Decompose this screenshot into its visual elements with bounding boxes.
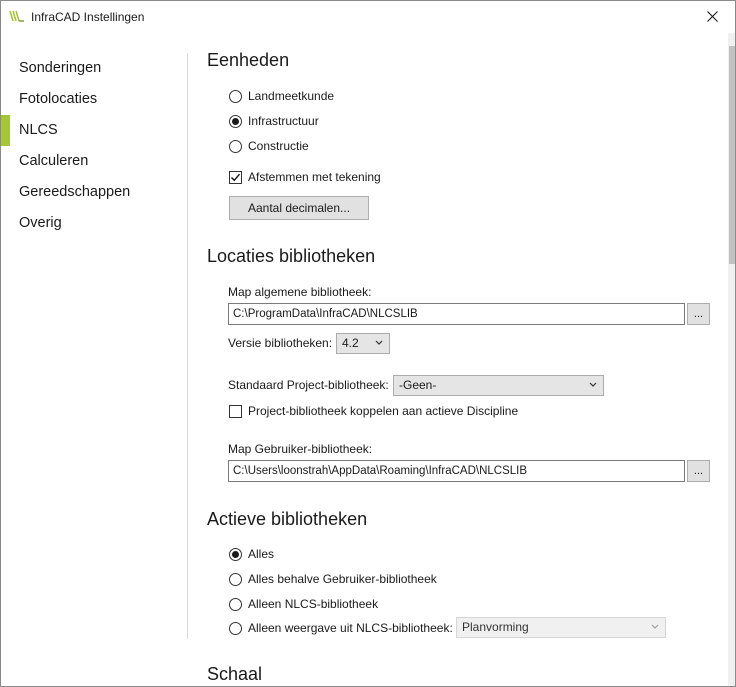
radio-label: Alles: [248, 547, 275, 561]
map-gebruiker-browse-button[interactable]: ...: [687, 460, 710, 482]
radio-indicator: [229, 90, 242, 103]
map-gebruiker-field[interactable]: C:\Users\loonstrah\AppData\Roaming\InfraCAD\NLCSLIB: [228, 460, 685, 482]
schaal-heading: Schaal: [207, 664, 263, 684]
map-algemeen-label: Map algemene bibliotheek:: [228, 285, 372, 299]
radio-indicator: [229, 622, 242, 635]
vertical-scrollbar[interactable]: [728, 33, 736, 687]
actieve-heading: Actieve bibliotheken: [207, 509, 368, 529]
chevron-down-icon: [375, 340, 383, 346]
radio-label: Alleen NLCS-bibliotheek: [248, 597, 379, 611]
select-value: -Geen-: [399, 378, 437, 392]
locaties-heading: Locaties bibliotheken: [207, 246, 376, 266]
settings-content: [188, 33, 728, 687]
sidebar-item-label: NLCS: [19, 122, 58, 138]
radio-indicator: [229, 573, 242, 586]
close-button[interactable]: [689, 1, 735, 31]
checkbox-label: Afstemmen met tekening: [248, 170, 381, 184]
koppelen-checkbox[interactable]: [229, 404, 518, 418]
radio-indicator: [229, 115, 242, 128]
sidebar-item-label: Calculeren: [19, 153, 89, 169]
radio-alles[interactable]: [229, 547, 274, 561]
sidebar-item-nlcs[interactable]: [1, 115, 187, 146]
radio-alleen-weergave[interactable]: [229, 621, 453, 635]
sidebar: [1, 53, 187, 239]
radio-indicator: [229, 598, 242, 611]
aantal-decimalen-button[interactable]: Aantal decimalen...: [229, 196, 369, 220]
infracad-logo-icon: [9, 9, 25, 23]
sidebar-item-gereedschappen[interactable]: [1, 177, 187, 208]
project-bibliotheek-select[interactable]: [393, 375, 604, 396]
radio-indicator: [229, 140, 242, 153]
chevron-down-icon: [651, 624, 659, 630]
chevron-down-icon: [589, 382, 597, 388]
select-value: 4.2: [342, 336, 359, 350]
radio-infrastructuur[interactable]: [229, 114, 319, 128]
radio-alleen-nlcs[interactable]: [229, 597, 378, 611]
sidebar-item-overig[interactable]: [1, 208, 187, 239]
radio-label: Landmeetkunde: [248, 89, 335, 103]
sidebar-item-label: Gereedschappen: [19, 184, 131, 200]
sidebar-item-fotolocaties[interactable]: [1, 84, 187, 115]
scrollbar-thumb[interactable]: [729, 46, 735, 264]
title-bar: [1, 1, 735, 33]
afstemmen-checkbox[interactable]: [229, 170, 381, 184]
map-algemeen-field[interactable]: C:\ProgramData\InfraCAD\NLCSLIB: [228, 303, 685, 325]
checkbox-indicator: [229, 405, 242, 418]
radio-indicator: [229, 548, 242, 561]
radio-alles-behalve-gebruiker[interactable]: [229, 572, 437, 586]
sidebar-item-label: Sonderingen: [19, 60, 102, 76]
versie-select[interactable]: [336, 333, 390, 354]
sidebar-item-sonderingen[interactable]: [1, 53, 187, 84]
close-icon: [707, 11, 718, 22]
select-value: Planvorming: [462, 620, 529, 634]
checkbox-indicator: [229, 171, 242, 184]
checkmark-icon: [230, 172, 241, 183]
sidebar-item-label: Overig: [19, 215, 62, 231]
radio-label: Constructie: [248, 139, 309, 153]
radio-label: Alleen weergave uit NLCS-bibliotheek:: [248, 621, 453, 635]
window-title: InfraCAD Instellingen: [31, 10, 145, 24]
radio-landmeetkunde[interactable]: [229, 89, 334, 103]
eenheden-heading: Eenheden: [207, 50, 290, 70]
weergave-select[interactable]: [456, 617, 666, 638]
project-bibliotheek-label: Standaard Project-bibliotheek:: [228, 378, 389, 392]
map-algemeen-browse-button[interactable]: ...: [687, 303, 710, 325]
map-gebruiker-label: Map Gebruiker-bibliotheek:: [228, 442, 373, 456]
checkbox-label: Project-bibliotheek koppelen aan actieve Discipline: [248, 404, 519, 418]
versie-label: Versie bibliotheken:: [228, 336, 333, 350]
radio-constructie[interactable]: [229, 139, 309, 153]
sidebar-item-calculeren[interactable]: [1, 146, 187, 177]
radio-label: Infrastructuur: [248, 114, 319, 128]
sidebar-item-label: Fotolocaties: [19, 91, 98, 107]
radio-label: Alles behalve Gebruiker-bibliotheek: [248, 572, 437, 586]
